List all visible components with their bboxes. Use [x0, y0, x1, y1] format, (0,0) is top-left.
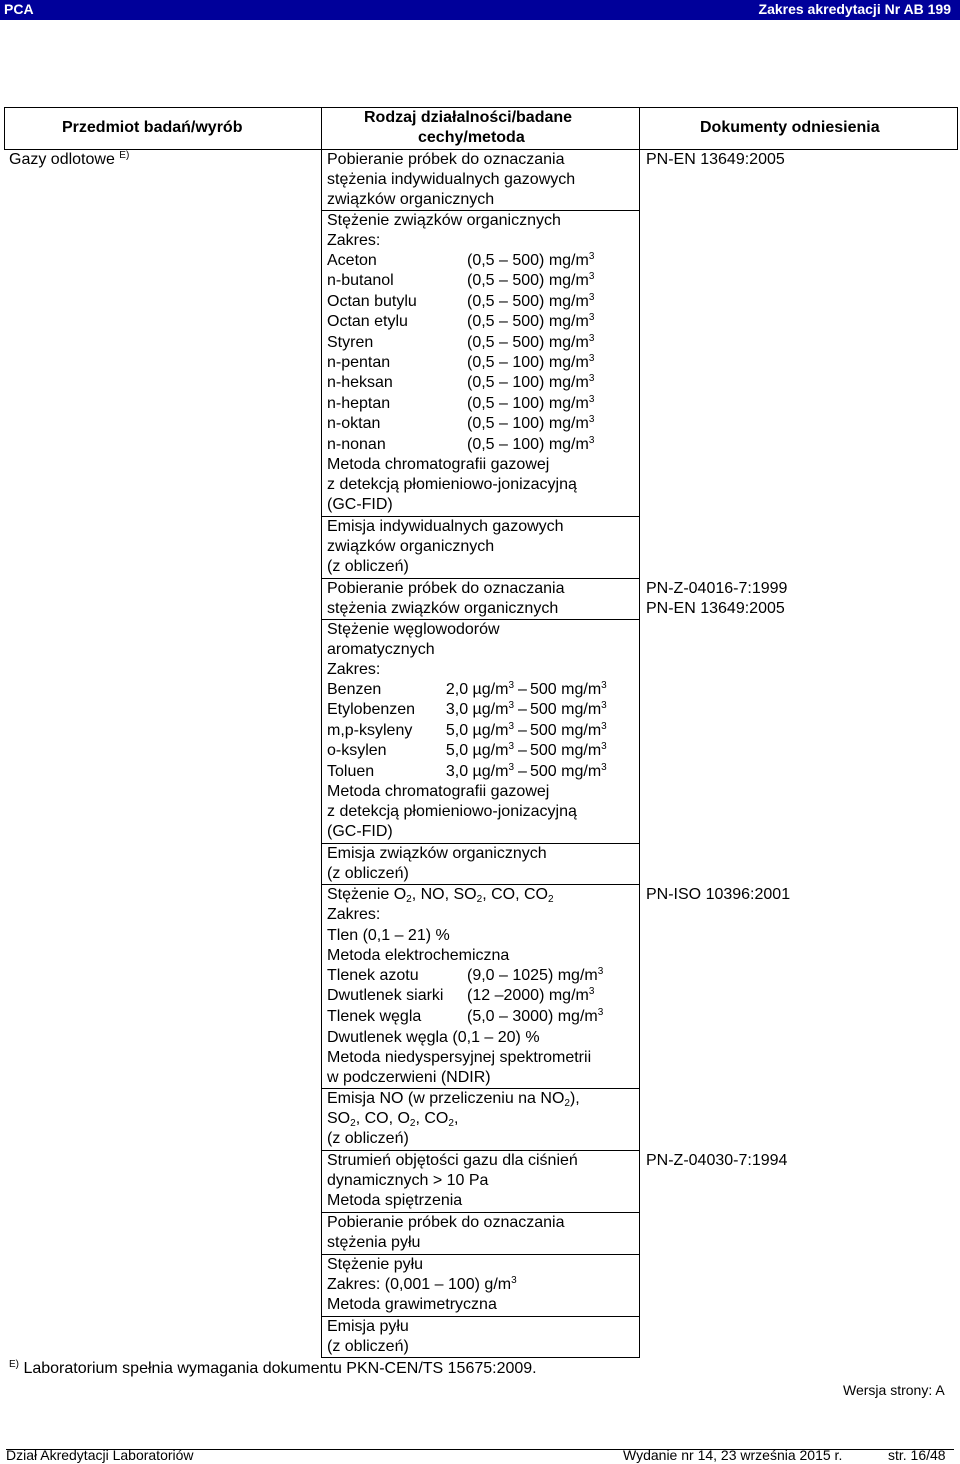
sec7-method-electrochemical: Metoda elektrochemiczna: [327, 947, 510, 964]
superscript: 3: [601, 741, 607, 753]
sec4-document: PN-EN 13649:2005: [646, 600, 785, 617]
sec5-zakres: Zakres:: [327, 661, 381, 678]
range-dash: –: [518, 701, 527, 719]
sec7-document: PN-ISO 10396:2001: [646, 886, 791, 903]
superscript: 3: [597, 966, 604, 977]
compound-range: (0,5 – 100) $mg/m^3$: [467, 414, 595, 433]
sec11-title: Stężenie pyłu: [327, 1256, 424, 1273]
sec8-text: ),: [569, 1090, 580, 1107]
compound-range: (0,5 – 100) $mg/m^3$: [467, 373, 595, 392]
compound-name: Styren: [327, 333, 374, 351]
footer-edition: Wydanie nr 14, 23 września 2015 r.: [623, 1447, 843, 1463]
sec3-line: (z obliczeń): [327, 558, 409, 575]
gas-name: Tlenek azotu: [327, 967, 419, 984]
sec4-document: PN-Z-04016-7:1999: [646, 580, 788, 597]
superscript: 3: [588, 373, 595, 385]
sec7-zakres: Zakres:: [327, 906, 381, 923]
superscript: 3: [597, 1006, 604, 1018]
compound-range: (0,5 – 500) $mg/m^3$: [467, 271, 595, 290]
aromatic-name: Etylobenzen: [327, 701, 416, 719]
sec7-co2: Dwutlenek węgla (0,1 – 20) %: [327, 1029, 540, 1046]
sec1-document: PN-EN 13649:2005: [646, 151, 785, 168]
compound-name: n-heksan: [327, 374, 393, 392]
superscript: 3: [588, 393, 595, 405]
page-version: Wersja strony: A: [843, 1382, 945, 1398]
sec4-line: Pobieranie próbek do oznaczania: [327, 580, 565, 597]
superscript: 3: [588, 353, 595, 364]
superscript: 3: [588, 271, 595, 283]
range-dash: –: [518, 681, 527, 698]
superscript: 3: [508, 700, 514, 712]
sec6-line: Emisja związków organicznych: [327, 845, 547, 862]
compound-range: (0,5 – 100) $mg/m^3$: [467, 353, 595, 371]
aromatic-name: Benzen: [327, 681, 382, 698]
row-divider: [321, 1357, 639, 1358]
range-dash: –: [518, 742, 527, 760]
sec8-text: , CO, O: [355, 1110, 410, 1127]
subject-note-mark: E): [119, 150, 130, 161]
sec8-text: ,: [453, 1110, 459, 1127]
sec10-line: stężenia pyłu: [327, 1234, 421, 1251]
compound-name: n-heptan: [327, 394, 391, 412]
sec1-line: stężenia indywidualnych gazowych: [327, 171, 576, 188]
superscript: 3: [588, 251, 595, 262]
aromatic-range-to: 500 $mg/m^3$: [530, 680, 607, 698]
superscript: 3: [588, 332, 595, 344]
compound-range: (0,5 – 100) $mg/m^3$: [467, 434, 595, 453]
compound-name: n-pentan: [327, 354, 391, 371]
aromatic-range-from: 5,0 $\mu g/m^3$: [445, 720, 514, 739]
range-dash: –: [518, 721, 527, 739]
table-col-divider-1: [321, 107, 322, 1358]
table-right-border: [957, 107, 958, 149]
sec8-text: Emisja NO (w przeliczeniu na NO: [327, 1090, 565, 1107]
sec11-method: Metoda grawimetryczna: [327, 1296, 497, 1313]
sec3-line: związków organicznych: [327, 538, 495, 555]
subscript: 2: [476, 894, 483, 905]
aromatic-range-to: 500 $mg/m^3$: [530, 741, 607, 760]
column-header-activity-line1: Rodzaj działalności/badane: [364, 109, 573, 126]
column-header-subject: Przedmiot badań/wyrób: [62, 119, 243, 136]
compound-name: n-nonan: [327, 435, 386, 453]
sec8-line2: [327, 1109, 458, 1129]
sec5-method-line: Metoda chromatografii gazowej: [327, 783, 550, 800]
sec8-line3: (z obliczeń): [327, 1130, 409, 1147]
header-accreditation-title: Zakres akredytacji Nr AB 199: [758, 1, 951, 17]
sec12-line: (z obliczeń): [327, 1338, 409, 1355]
column-header-documents: Dokumenty odniesienia: [700, 119, 880, 136]
superscript: 3: [511, 1275, 517, 1286]
sec5-method-line: z detekcją płomieniowo-jonizacyjną: [327, 803, 577, 820]
footer-page-number: str. 16/48: [888, 1447, 946, 1463]
superscript: 3: [508, 761, 514, 773]
table-left-border: [4, 107, 5, 149]
sec2-method-line: (GC-FID): [327, 496, 393, 513]
gas-range: (12 –2000) $mg/m^3$: [467, 986, 595, 1005]
superscript: 3: [601, 680, 607, 691]
sec7-oxygen: Tlen (0,1 – 21) %: [327, 927, 450, 944]
compound-range: (0,5 – 500) $mg/m^3$: [467, 251, 595, 269]
superscript: 3: [601, 700, 607, 712]
sec3-line: Emisja indywidualnych gazowych: [327, 518, 564, 535]
aromatic-range-from: 3,0 $\mu g/m^3$: [445, 761, 514, 780]
superscript: 3: [601, 720, 607, 732]
aromatic-range-to: 500 $mg/m^3$: [530, 720, 607, 739]
compound-name: Octan etylu: [327, 313, 408, 331]
compound-name: n-butanol: [327, 272, 394, 290]
aromatic-range-to: 500 $mg/m^3$: [530, 761, 607, 780]
sec2-method-line: Metoda chromatografii gazowej: [327, 456, 550, 473]
sec11-zakres-text: Zakres: (0,001 – 100) g/m: [327, 1276, 512, 1293]
table-col-divider-2: [639, 107, 640, 1358]
sec1-line: związków organicznych: [327, 191, 495, 208]
footnote-text: Laboratorium spełnia wymagania dokumentu PKN-CEN/TS 15675:2009.: [23, 1360, 537, 1377]
sec4-line: stężenia związków organicznych: [327, 600, 559, 617]
superscript: 3: [508, 741, 514, 753]
sec5-method-line: (GC-FID): [327, 823, 393, 840]
aromatic-name: m,p-ksyleny: [327, 721, 413, 739]
gas-range: (5,0 – 3000) $mg/m^3$: [467, 1006, 604, 1025]
sec5-title-line: aromatycznych: [327, 641, 435, 658]
subject-name: [9, 150, 129, 170]
superscript: 3: [588, 434, 595, 446]
sec12-line: Emisja pyłu: [327, 1318, 409, 1335]
gas-name: Dwutlenek siarki: [327, 987, 444, 1005]
compound-name: Aceton: [327, 252, 377, 269]
superscript: 3: [588, 291, 595, 303]
sec11-zakres: [327, 1275, 517, 1295]
footer-department: Dział Akredytacji Laboratoriów: [6, 1447, 194, 1463]
superscript: 3: [508, 720, 514, 732]
aromatic-range-from: 2,0 $\mu g/m^3$: [445, 680, 514, 698]
subscript: 2: [409, 1118, 416, 1129]
sec8-line1: [327, 1089, 580, 1109]
sec7-title-part: , CO, CO: [482, 886, 548, 903]
superscript: 3: [601, 761, 607, 773]
sec9-line: dynamicznych > 10 Pa: [327, 1172, 489, 1189]
sec9-line: Metoda spiętrzenia: [327, 1192, 463, 1209]
sec7-title: [327, 885, 554, 905]
superscript: 3: [588, 414, 595, 426]
superscript: 3: [508, 680, 514, 691]
aromatic-range-from: 5,0 $\mu g/m^3$: [445, 741, 514, 760]
header-org: PCA: [4, 1, 34, 17]
sec9-line: Strumień objętości gazu dla ciśnień: [327, 1152, 578, 1169]
compound-name: n-oktan: [327, 415, 381, 433]
sec6-line: (z obliczeń): [327, 865, 409, 882]
sec2-title: Stężenie związków organicznych: [327, 212, 561, 229]
document-header-bar: [0, 0, 960, 20]
compound-range: (0,5 – 100) $mg/m^3$: [467, 393, 595, 412]
compound-name: Octan butylu: [327, 292, 417, 310]
subscript: 2: [350, 1118, 356, 1129]
aromatic-name: o-ksylen: [327, 742, 387, 760]
subscript: 2: [448, 1118, 454, 1129]
sec8-text: SO: [327, 1110, 351, 1127]
sec2-zakres: Zakres:: [327, 232, 381, 249]
range-dash: –: [518, 762, 527, 780]
compound-range: (0,5 – 500) $mg/m^3$: [467, 312, 595, 331]
sec7-title-part: Stężenie O: [327, 886, 407, 903]
subscript: 2: [564, 1098, 570, 1109]
sec7-title-part: , NO, SO: [411, 886, 477, 903]
gas-range: (9,0 – 1025) $mg/m^3$: [467, 966, 604, 984]
compound-range: (0,5 – 500) $mg/m^3$: [467, 332, 595, 351]
footnote: [9, 1359, 537, 1379]
sec8-text: , CO: [415, 1110, 449, 1127]
sec1-line: Pobieranie próbek do oznaczania: [327, 151, 565, 168]
sec9-document: PN-Z-04030-7:1994: [646, 1152, 788, 1169]
aromatic-range-to: 500 $mg/m^3$: [530, 700, 607, 719]
compound-range: (0,5 – 500) $mg/m^3$: [467, 291, 595, 310]
gas-name: Tlenek węgla: [327, 1007, 422, 1025]
footnote-mark: E): [9, 1359, 19, 1370]
sec10-line: Pobieranie próbek do oznaczania: [327, 1214, 565, 1231]
sec7-method-line: Metoda niedyspersyjnej spektrometrii: [327, 1049, 592, 1066]
subscript: 2: [406, 894, 412, 905]
subject-name-text: Gazy odlotowe: [9, 151, 115, 168]
aromatic-name: Toluen: [327, 762, 375, 780]
sec2-method-line: z detekcją płomieniowo-jonizacyjną: [327, 476, 577, 493]
sec7-method-line: w podczerwieni (NDIR): [327, 1069, 491, 1086]
superscript: 3: [588, 312, 595, 324]
subscript: 2: [547, 894, 554, 905]
sec5-title-line: Stężenie węglowodorów: [327, 621, 500, 638]
column-header-activity-line2: cechy/metoda: [418, 129, 525, 146]
aromatic-range-from: 3,0 $\mu g/m^3$: [445, 700, 514, 719]
superscript: 3: [588, 986, 595, 998]
